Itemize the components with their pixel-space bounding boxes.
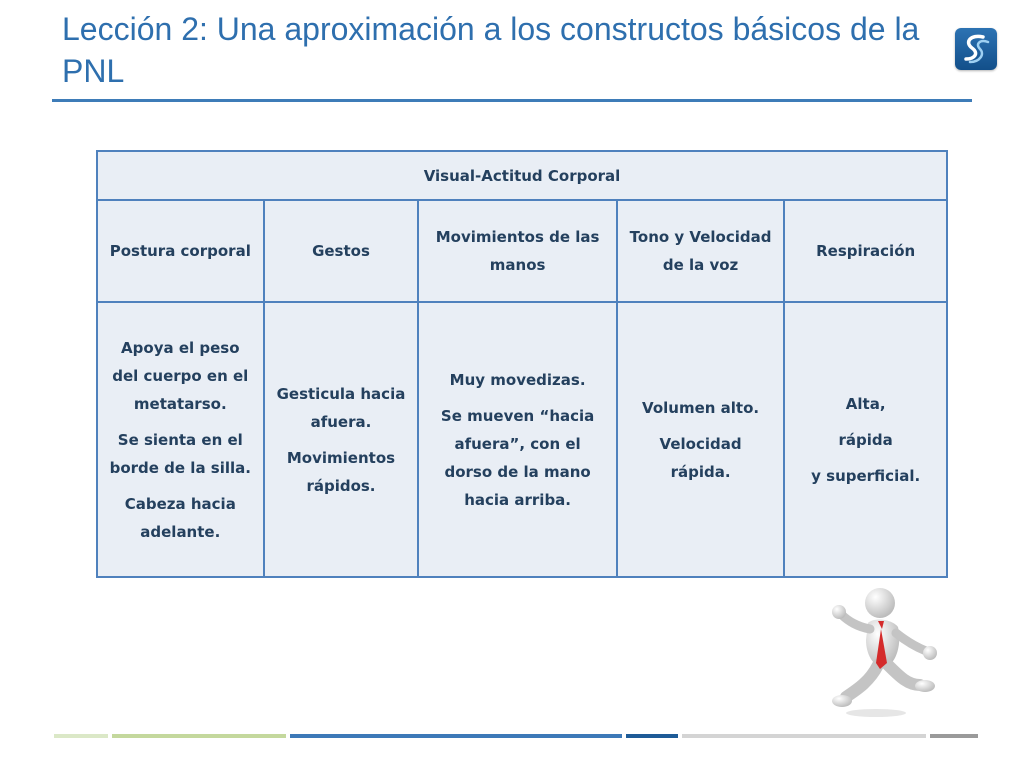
- cell-line: Se mueven “hacia afuera”, con el dorso de la mano hacia arriba.: [440, 406, 595, 509]
- footer-bar-segment: [112, 734, 286, 738]
- table-caption: Visual-Actitud Corporal: [97, 151, 947, 200]
- footer-bar-segment: [54, 734, 108, 738]
- column-header: Movimientos de las manos: [418, 200, 616, 302]
- cell-line: Movimientos rápidos.: [286, 448, 396, 495]
- cell-line: Velocidad rápida.: [659, 434, 742, 481]
- cell-line: Gesticula hacia afuera.: [276, 384, 406, 431]
- cell-gestos: [264, 302, 419, 577]
- company-logo-icon: [955, 28, 997, 70]
- footer-bar-segment: [930, 734, 978, 738]
- cell-line: Cabeza hacia adelante.: [124, 494, 236, 541]
- cell-postura: [97, 302, 264, 577]
- cell-line: Muy movedizas.: [449, 370, 586, 389]
- slide-title: Lección 2: Una aproximación a los constructos básicos de la PNL: [62, 11, 920, 89]
- running-figure-icon: [808, 585, 958, 720]
- column-header: Tono y Velocidad de la voz: [617, 200, 784, 302]
- title-divider: [52, 99, 972, 102]
- cell-respiracion: [784, 302, 947, 577]
- cell-line: Alta,: [845, 394, 886, 413]
- cell-line: Volumen alto.: [642, 398, 760, 417]
- cell-line: Se sienta en el borde de la silla.: [109, 430, 251, 477]
- cell-manos: [418, 302, 616, 577]
- column-header: Gestos: [264, 200, 419, 302]
- column-header: Respiración: [784, 200, 947, 302]
- attitude-table: [96, 150, 948, 578]
- footer-bar-segment: [682, 734, 926, 738]
- cell-voz: [617, 302, 784, 577]
- column-header: Postura corporal: [97, 200, 264, 302]
- footer-bar-segment: [290, 734, 622, 738]
- footer-bar-segment: [626, 734, 678, 738]
- cell-line: y superficial.: [811, 466, 921, 485]
- cell-line: rápida: [838, 430, 893, 449]
- cell-line: Apoya el peso del cuerpo en el metatarso.: [112, 338, 249, 413]
